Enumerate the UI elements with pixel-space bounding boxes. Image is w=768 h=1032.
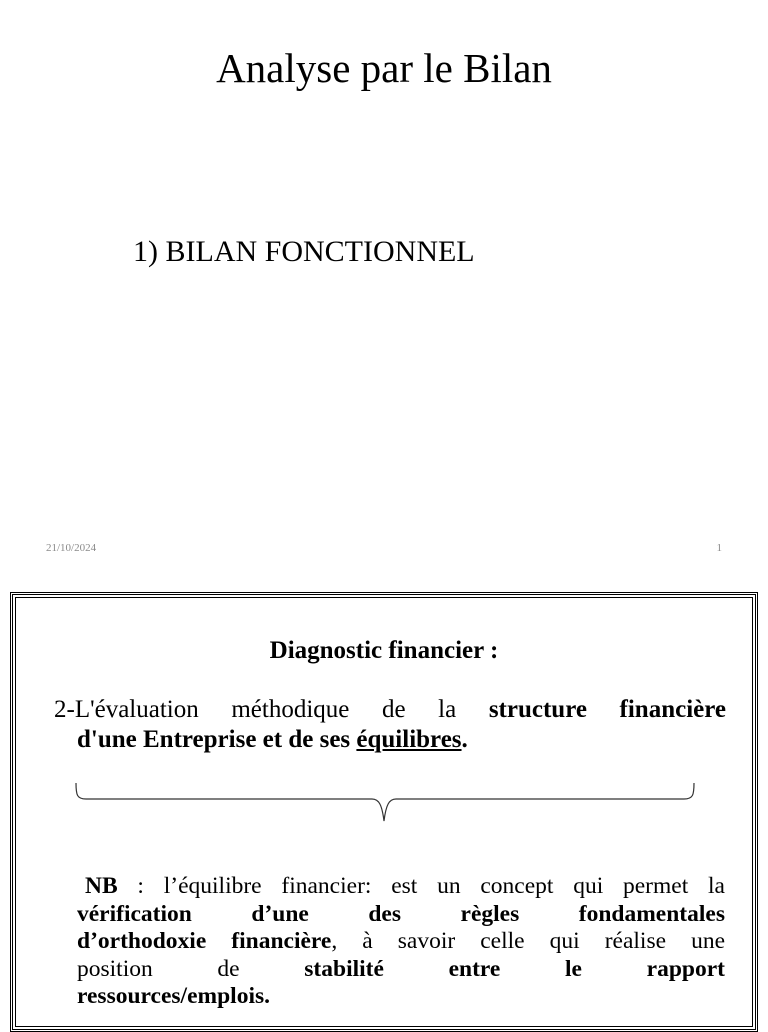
nb-paragraph — [77, 873, 725, 1011]
slide-2 — [10, 592, 758, 1032]
slide-heading: Diagnostic financier : — [269, 637, 499, 664]
nb-text-1: : l’équilibre financier: est un concept qui permet la — [117, 873, 725, 899]
nb-line-5 — [77, 983, 725, 1011]
definition-prefix: 2-L'évaluation méthodique de la — [54, 696, 489, 723]
definition-end: . — [461, 726, 468, 753]
nb-bold-2: vérification d’une des règles fondamentales — [77, 900, 725, 927]
nb-text-4: position de — [77, 955, 305, 982]
nb-line-1 — [77, 873, 725, 901]
nb-line-2 — [77, 901, 725, 929]
definition-line-1 — [54, 695, 726, 725]
nb-label: NB — [85, 873, 118, 899]
curly-brace-icon — [74, 783, 696, 831]
page-number: 1 — [716, 542, 722, 554]
nb-bold-5: ressources/emplois. — [77, 983, 270, 1009]
nb-line-4 — [77, 956, 725, 984]
nb-text-3: , à savoir celle qui réalise une — [331, 928, 725, 954]
definition-paragraph — [54, 695, 726, 755]
definition-underlined: équilibres — [356, 726, 462, 753]
definition-bold-1: structure financière — [488, 696, 726, 723]
definition-bold-2: d'une Entreprise et de ses — [77, 726, 357, 753]
footer-date: 21/10/2024 — [46, 542, 97, 554]
nb-line-3 — [77, 928, 725, 956]
nb-bold-4: stabilité entre le rapport — [304, 955, 725, 982]
definition-line-2 — [54, 725, 726, 755]
section-heading: 1) BILAN FONCTIONNEL — [133, 235, 475, 268]
slide-title: Analyse par le Bilan — [216, 45, 552, 91]
nb-bold-3: d’orthodoxie financière — [77, 928, 332, 954]
